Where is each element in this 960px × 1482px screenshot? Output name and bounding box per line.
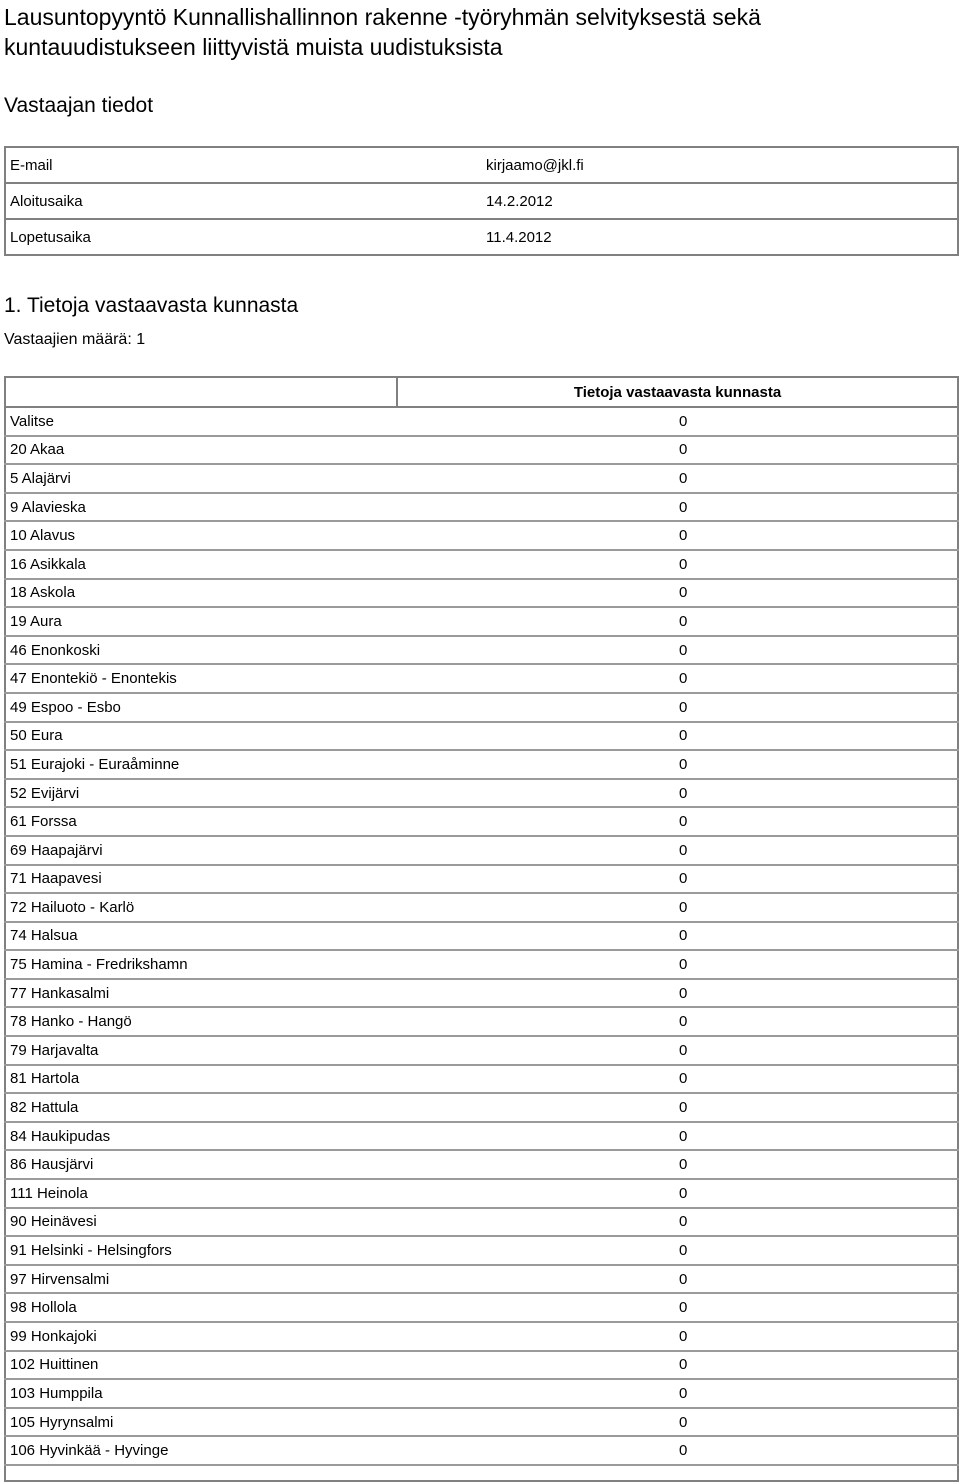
table-row xyxy=(5,579,958,608)
municipality-label: 50 Eura xyxy=(5,722,397,751)
info-row xyxy=(5,219,958,255)
table-row xyxy=(5,436,958,465)
info-label: E-mail xyxy=(5,147,482,183)
response-count: 0 xyxy=(397,1293,958,1322)
response-count: 0 xyxy=(397,664,958,693)
table-row xyxy=(5,779,958,808)
table-row xyxy=(5,607,958,636)
municipality-label: Valitse xyxy=(5,407,397,436)
response-count: 0 xyxy=(397,865,958,894)
table-row xyxy=(5,922,958,951)
response-count: 0 xyxy=(397,779,958,808)
municipality-label: 69 Haapajärvi xyxy=(5,836,397,865)
info-value: 11.4.2012 xyxy=(486,228,552,246)
table-row xyxy=(5,1351,958,1380)
info-label: Lopetusaika xyxy=(10,228,91,246)
column-header: Tietoja vastaavasta kunnasta xyxy=(397,377,958,407)
municipality-label: 105 Hyrynsalmi xyxy=(5,1408,397,1437)
municipality-label: 20 Akaa xyxy=(5,436,397,465)
response-count: 0 xyxy=(397,464,958,493)
document-title: Lausuntopyyntö Kunnallishallinnon rakenne -työryhmän selvityksestä sekä kuntauudistukseen liittyvistä muista uudistuksista xyxy=(4,4,761,60)
municipality-label: 99 Honkajoki xyxy=(5,1322,397,1351)
table-row xyxy=(5,664,958,693)
municipality-label: 91 Helsinki - Helsingfors xyxy=(5,1236,397,1265)
municipality-label: 74 Halsua xyxy=(5,922,397,951)
table-row xyxy=(5,1122,958,1151)
table-row xyxy=(5,1093,958,1122)
table-row xyxy=(5,1379,958,1408)
municipality-label: 102 Huittinen xyxy=(5,1351,397,1380)
info-label: Aloitusaika xyxy=(5,183,482,219)
municipality-label: 82 Hattula xyxy=(5,1093,397,1122)
municipality-label: 103 Humppila xyxy=(5,1379,397,1408)
table-row xyxy=(5,1007,958,1036)
table-row xyxy=(5,521,958,550)
info-row xyxy=(5,147,958,183)
table-row xyxy=(5,1408,958,1437)
table-row xyxy=(5,836,958,865)
municipality-label: 97 Hirvensalmi xyxy=(5,1265,397,1294)
table-row xyxy=(5,807,958,836)
response-count: 0 xyxy=(397,521,958,550)
table-row xyxy=(5,493,958,522)
response-count: 0 xyxy=(397,1322,958,1351)
table-bottom-spacer xyxy=(5,1465,958,1481)
spacer-cell xyxy=(397,1465,958,1481)
municipality-label: 79 Harjavalta xyxy=(5,1036,397,1065)
response-count: 0 xyxy=(397,722,958,751)
respondent-heading: Vastaajan tiedot xyxy=(4,94,154,117)
municipality-label: 49 Espoo - Esbo xyxy=(5,693,397,722)
municipality-label: 86 Hausjärvi xyxy=(5,1150,397,1179)
response-count: 0 xyxy=(397,979,958,1008)
response-count: 0 xyxy=(397,893,958,922)
table-row xyxy=(5,893,958,922)
info-value: kirjaamo@jkl.fi xyxy=(482,147,958,183)
table-row xyxy=(5,950,958,979)
municipality-label: 5 Alajärvi xyxy=(5,464,397,493)
table-row xyxy=(5,550,958,579)
response-count: 0 xyxy=(397,1379,958,1408)
section-heading: 1. Tietoja vastaavasta kunnasta xyxy=(4,294,299,317)
table-row xyxy=(5,464,958,493)
table-row xyxy=(5,693,958,722)
municipality-label: 16 Asikkala xyxy=(5,550,397,579)
table-row xyxy=(5,1065,958,1094)
municipality-label: 78 Hanko - Hangö xyxy=(5,1007,397,1036)
response-count: 0 xyxy=(397,1436,958,1465)
municipality-table xyxy=(4,376,959,1482)
table-row xyxy=(5,407,958,436)
info-value: 14.2.2012 xyxy=(482,183,958,219)
table-row xyxy=(5,1150,958,1179)
response-count: 0 xyxy=(397,1122,958,1151)
respondent-count: Vastaajien määrä: 1 xyxy=(4,331,146,348)
table-row xyxy=(5,636,958,665)
table-row xyxy=(5,722,958,751)
response-count: 0 xyxy=(397,579,958,608)
municipality-label: 98 Hollola xyxy=(5,1293,397,1322)
response-count: 0 xyxy=(397,1408,958,1437)
table-row xyxy=(5,979,958,1008)
response-count: 0 xyxy=(397,636,958,665)
table-row xyxy=(5,1265,958,1294)
municipality-label: 52 Evijärvi xyxy=(5,779,397,808)
municipality-label: 84 Haukipudas xyxy=(5,1122,397,1151)
municipality-label: 72 Hailuoto - Karlö xyxy=(5,893,397,922)
response-count: 0 xyxy=(397,550,958,579)
response-count: 0 xyxy=(397,1093,958,1122)
municipality-label: 10 Alavus xyxy=(5,521,397,550)
response-count: 0 xyxy=(397,693,958,722)
response-count: 0 xyxy=(397,493,958,522)
municipality-label: 47 Enontekiö - Enontekis xyxy=(5,664,397,693)
response-count: 0 xyxy=(397,750,958,779)
municipality-label: 81 Hartola xyxy=(5,1065,397,1094)
response-count: 0 xyxy=(397,1150,958,1179)
table-corner xyxy=(5,377,397,407)
table-row xyxy=(5,1208,958,1237)
municipality-label: 51 Eurajoki - Euraåminne xyxy=(5,750,397,779)
response-count: 0 xyxy=(397,436,958,465)
response-count: 0 xyxy=(397,1007,958,1036)
municipality-label: 61 Forssa xyxy=(5,807,397,836)
info-row xyxy=(5,183,958,219)
table-row xyxy=(5,1036,958,1065)
response-count: 0 xyxy=(397,1208,958,1237)
response-count: 0 xyxy=(397,1236,958,1265)
municipality-label: 18 Askola xyxy=(5,579,397,608)
municipality-label: 106 Hyvinkää - Hyvinge xyxy=(5,1436,397,1465)
municipality-label: 46 Enonkoski xyxy=(5,636,397,665)
table-row xyxy=(5,1179,958,1208)
respondent-info-table xyxy=(4,146,959,256)
table-row xyxy=(5,1436,958,1465)
response-count: 0 xyxy=(397,1179,958,1208)
response-count: 0 xyxy=(397,607,958,636)
response-count: 0 xyxy=(397,950,958,979)
response-count: 0 xyxy=(397,407,958,436)
municipality-label: 77 Hankasalmi xyxy=(5,979,397,1008)
spacer-cell xyxy=(5,1465,397,1481)
municipality-label: 71 Haapavesi xyxy=(5,865,397,894)
municipality-label: 19 Aura xyxy=(5,607,397,636)
response-count: 0 xyxy=(397,1351,958,1380)
municipality-label: 9 Alavieska xyxy=(5,493,397,522)
table-row xyxy=(5,1322,958,1351)
response-count: 0 xyxy=(397,922,958,951)
response-count: 0 xyxy=(397,1065,958,1094)
response-count: 0 xyxy=(397,836,958,865)
municipality-label: 90 Heinävesi xyxy=(5,1208,397,1237)
response-count: 0 xyxy=(397,807,958,836)
response-count: 0 xyxy=(397,1036,958,1065)
municipality-label: 111 Heinola xyxy=(5,1179,397,1208)
table-row xyxy=(5,750,958,779)
table-row xyxy=(5,865,958,894)
response-count: 0 xyxy=(397,1265,958,1294)
municipality-label: 75 Hamina - Fredrikshamn xyxy=(5,950,397,979)
table-row xyxy=(5,1236,958,1265)
table-row xyxy=(5,1293,958,1322)
